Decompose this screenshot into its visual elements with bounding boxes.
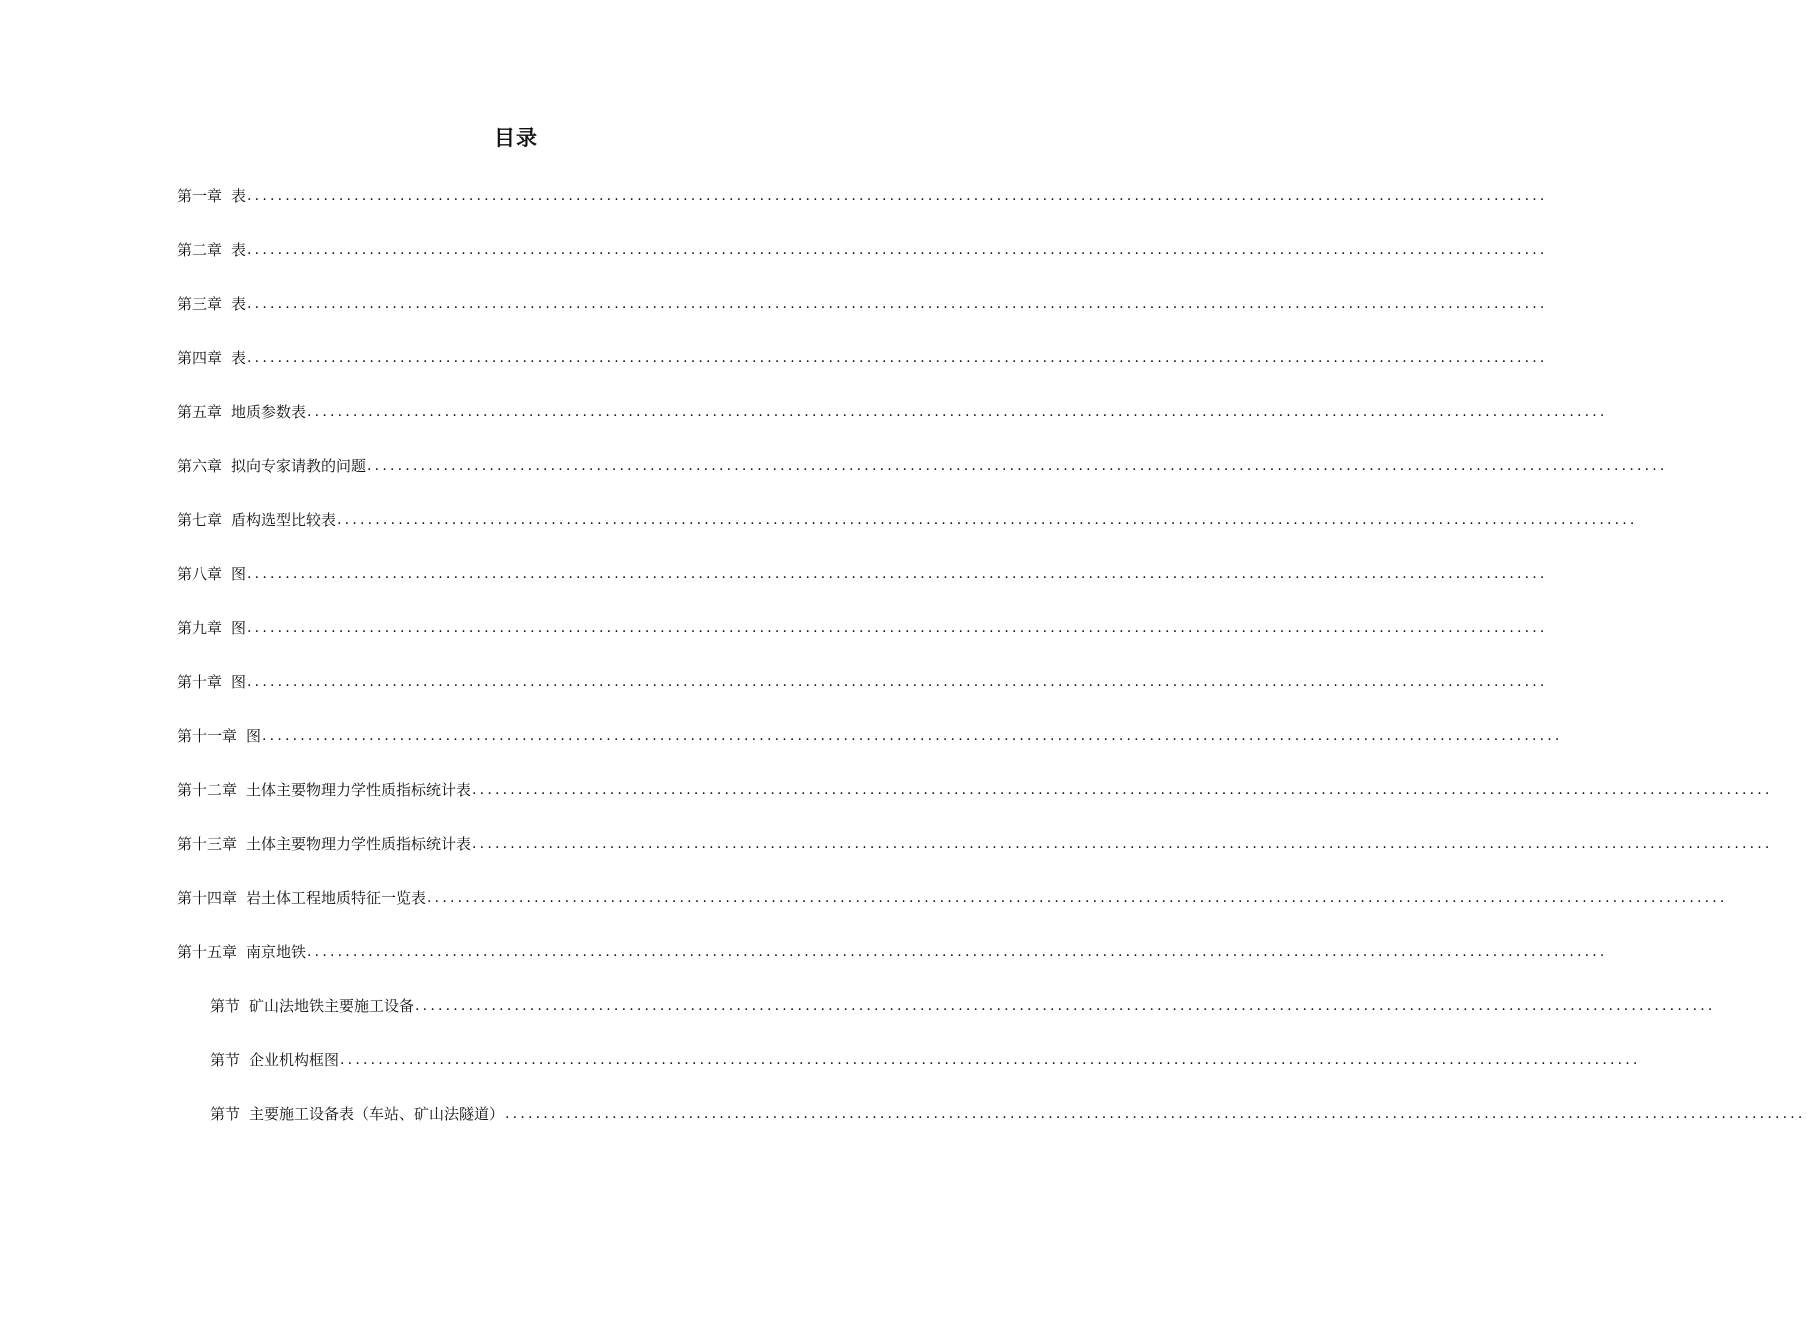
toc-dot-leader: ..........................................................................................................................................................................	[247, 350, 1548, 366]
toc-entry-chapter-4[interactable]	[177, 347, 1548, 369]
toc-entry-label: 土体主要物理力学性质指标统计表	[246, 835, 472, 853]
toc-entry-label: 图	[231, 673, 247, 691]
toc-entry-chapter-14[interactable]	[177, 887, 1728, 909]
toc-entry-number: 第九章	[177, 619, 223, 637]
toc-entry-label: 拟向专家请教的问题	[231, 457, 367, 475]
toc-entry-number: 第六章	[177, 457, 223, 475]
toc-entry-chapter-13[interactable]	[177, 833, 1773, 855]
toc-entry-chapter-12[interactable]	[177, 779, 1773, 801]
toc-entry-label: 表	[231, 295, 247, 313]
toc-entry-number: 第三章	[177, 295, 223, 313]
toc-entry-chapter-15[interactable]	[177, 941, 1608, 963]
toc-entry-number: 第十三章	[177, 835, 238, 853]
toc-entry-number: 第十五章	[177, 943, 238, 961]
toc-entry-number: 第二章	[177, 241, 223, 259]
toc-entry-number: 第节	[210, 1051, 241, 1069]
toc-entry-number: 第节	[210, 1105, 241, 1123]
toc-entry-number: 第五章	[177, 403, 223, 421]
toc-entry-label: 盾构选型比较表	[231, 511, 337, 529]
toc-entry-label: 图	[231, 565, 247, 583]
toc-dot-leader: ..........................................................................................................................................................................	[307, 944, 1608, 960]
toc-dot-leader: ..........................................................................................................................................................................	[247, 566, 1548, 582]
toc-entry-label: 地质参数表	[231, 403, 307, 421]
toc-dot-leader: ..........................................................................................................................................................................	[337, 512, 1638, 528]
toc-entry-number: 第十章	[177, 673, 223, 691]
toc-entry-number: 第节	[210, 997, 241, 1015]
toc-entry-label: 矿山法地铁主要施工设备	[249, 997, 415, 1015]
toc-entry-chapter-2[interactable]	[177, 239, 1548, 261]
toc-entry-number: 第十二章	[177, 781, 238, 799]
toc-dot-leader: ..........................................................................................................................................................................	[415, 998, 1716, 1014]
toc-entry-chapter-9[interactable]	[177, 617, 1548, 639]
toc-entry-number: 第八章	[177, 565, 223, 583]
toc-dot-leader: ..........................................................................................................................................................................	[262, 728, 1563, 744]
toc-entry-chapter-5[interactable]	[177, 401, 1608, 423]
toc-entry-label: 南京地铁	[246, 943, 307, 961]
toc-entry-number: 第七章	[177, 511, 223, 529]
toc-entry-chapter-3[interactable]	[177, 293, 1548, 315]
toc-entry-chapter-7[interactable]	[177, 509, 1638, 531]
toc-entry-label: 图	[231, 619, 247, 637]
toc-entry-label: 表	[231, 349, 247, 367]
toc-entry-section-3[interactable]	[210, 1103, 1806, 1125]
toc-dot-leader: ..........................................................................................................................................................................	[247, 296, 1548, 312]
toc-title: 目录	[494, 126, 538, 150]
toc-entry-number: 第十四章	[177, 889, 238, 907]
toc-dot-leader: ..........................................................................................................................................................................	[427, 890, 1728, 906]
toc-entry-label: 土体主要物理力学性质指标统计表	[246, 781, 472, 799]
toc-dot-leader: ..........................................................................................................................................................................	[247, 188, 1548, 204]
toc-entry-number: 第十一章	[177, 727, 238, 745]
toc-dot-leader: ..........................................................................................................................................................................	[472, 836, 1773, 852]
toc-entry-chapter-8[interactable]	[177, 563, 1548, 585]
toc-entry-label: 岩土体工程地质特征一览表	[246, 889, 427, 907]
toc-dot-leader: ..........................................................................................................................................................................	[340, 1052, 1641, 1068]
toc-entry-number: 第一章	[177, 187, 223, 205]
toc-entry-chapter-11[interactable]	[177, 725, 1563, 747]
toc-dot-leader: ..........................................................................................................................................................................	[367, 458, 1668, 474]
toc-dot-leader: ..........................................................................................................................................................................	[505, 1106, 1806, 1122]
toc-entry-chapter-10[interactable]	[177, 671, 1548, 693]
toc-entry-label: 表	[231, 241, 247, 259]
toc-entry-label: 企业机构框图	[249, 1051, 340, 1069]
toc-entry-label: 表	[231, 187, 247, 205]
toc-dot-leader: ..........................................................................................................................................................................	[247, 242, 1548, 258]
toc-entry-section-1[interactable]	[210, 995, 1716, 1017]
toc-entry-number: 第四章	[177, 349, 223, 367]
toc-entry-chapter-1[interactable]	[177, 185, 1548, 207]
toc-dot-leader: ..........................................................................................................................................................................	[472, 782, 1773, 798]
toc-dot-leader: ..........................................................................................................................................................................	[247, 620, 1548, 636]
toc-entry-label: 主要施工设备表（车站、矿山法隧道）	[249, 1105, 505, 1123]
toc-dot-leader: ..........................................................................................................................................................................	[247, 674, 1548, 690]
toc-entry-section-2[interactable]	[210, 1049, 1641, 1071]
toc-entry-chapter-6[interactable]	[177, 455, 1668, 477]
toc-entry-label: 图	[246, 727, 262, 745]
toc-dot-leader: ..........................................................................................................................................................................	[307, 404, 1608, 420]
